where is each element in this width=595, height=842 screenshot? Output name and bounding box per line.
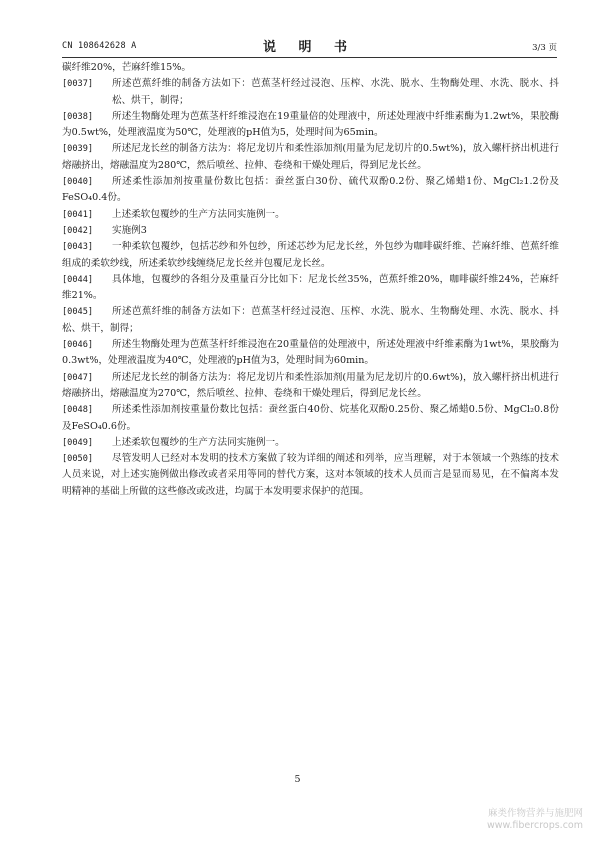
paragraph-number: [0041] <box>62 209 94 220</box>
paragraph-0038 <box>62 109 559 142</box>
paragraph-0037 <box>62 76 559 109</box>
watermark-site-name: 麻类作物营养与施肥网 <box>487 808 583 819</box>
paragraph-text: 上述柔软包覆纱的生产方法同实施例一。 <box>112 208 285 220</box>
header-rule <box>62 57 557 58</box>
paragraph-0041 <box>62 207 559 223</box>
paragraph-0040 <box>62 174 559 207</box>
document-body <box>62 60 559 500</box>
paragraph-text: 所述生物酶处理为芭蕉茎杆纤维浸泡在19重量倍的处理液中，所述处理液中纤维素酶为1.2wt%，果胶酶为0.5wt%，处理液温度为50℃，处理液的pH值为5，处理时间为65min。 <box>62 110 559 139</box>
paragraph-text: 实施例3 <box>112 224 147 236</box>
document-title: 说 明 书 <box>262 40 357 55</box>
page-header <box>62 36 557 56</box>
paragraph-0045 <box>62 304 559 337</box>
paragraph-number: [0047] <box>62 372 94 383</box>
paragraph-0042 <box>62 223 559 239</box>
paragraph-text: 一种柔软包覆纱，包括芯纱和外包纱，所述芯纱为尼龙长丝，外包纱为咖啡碳纤维、芒麻纤维、芭蕉纤维组成的柔软纱线，所述柔软纱线缠绕尼龙长丝并包覆尼龙长丝。 <box>62 241 559 269</box>
paragraph-number: [0048] <box>62 405 94 416</box>
paragraph-text: 具体地，包覆纱的各组分及重量百分比如下：尼龙长丝35%，芭蕉纤维20%，咖啡碳纤维24%，芒麻纤维21%。 <box>62 273 559 302</box>
paragraph-text: 上述柔软包覆纱的生产方法同实施例一。 <box>112 436 285 448</box>
watermark-url: www.fibercrops.com <box>486 820 583 831</box>
paragraph-number: [0044] <box>62 274 94 285</box>
site-watermark <box>487 808 583 832</box>
paragraph-text: 所述柔性添加剂按重量份数比包括：蚕丝蛋白30份、硫代双酚0.2份、聚乙烯蜡1份、MgCl₂1.2份及FeSO₄0.4份。 <box>62 176 559 204</box>
paragraph-number: [0049] <box>62 437 94 448</box>
paragraph-0049 <box>62 435 559 451</box>
paragraph-number: [0040] <box>62 177 94 188</box>
paragraph-0039 <box>62 141 559 174</box>
paragraph-number: [0039] <box>62 144 94 155</box>
paragraph-text: 所述芭蕉纤维的制备方法如下：芭蕉茎杆经过浸泡、压榨、水洗、脱水、生物酶处理、水洗、脱水、抖松、烘干，制得； <box>62 306 559 334</box>
paragraph-number: [0038] <box>62 111 94 122</box>
paragraph-0048 <box>62 402 559 435</box>
paragraph-text: 所述芭蕉纤维的制备方法如下：芭蕉茎杆经过浸泡、压榨、水洗、脱水、生物酶处理、水洗、脱水、抖松、烘干，制得； <box>112 78 559 106</box>
paragraph-0046 <box>62 337 559 370</box>
publication-number: CN 108642628 A <box>62 41 137 51</box>
paragraph-text: 所述尼龙长丝的制备方法为：将尼龙切片和柔性添加剂(用量为尼龙切片的0.6wt%)，放入螺杆挤出机进行熔融挤出，熔融温度为270℃，然后喷丝、拉伸、卷绕和干燥处理后，得到尼龙长丝。 <box>62 371 559 399</box>
paragraph-text: 所述柔性添加剂按重量份数比包括：蚕丝蛋白40份、烷基化双酚0.25份、聚乙烯蜡0.5份、MgCl₂0.8份及FeSO₄0.6份。 <box>62 404 559 432</box>
paragraph-text: 尽管发明人已经对本发明的技术方案做了较为详细的阐述和列举，应当理解，对于本领域一个熟练的技术人员来说，对上述实施例做出修改或者采用等同的替代方案，这对本领域的技术人员而言是显而易见，在不偏离本发明精神的基础上所做的这些修改或改进，均属于本发明要求保护的范围。 <box>62 453 559 497</box>
page-count: 3/3 页 <box>532 43 557 53</box>
paragraph-number: [0043] <box>62 242 94 253</box>
paragraph-0047 <box>62 370 559 403</box>
paragraph-0050 <box>62 451 559 500</box>
paragraph-number: [0046] <box>62 340 94 351</box>
continued-text: 碳纤维20%，芒麻纤维15%。 <box>62 62 191 73</box>
paragraph-text: 所述尼龙长丝的制备方法为：将尼龙切片和柔性添加剂(用量为尼龙切片的0.5wt%)，放入螺杆挤出机进行熔融挤出，熔融温度为280℃，然后喷丝、拉伸、卷绕和干燥处理后，得到尼龙长丝。 <box>62 143 559 171</box>
paragraph-number: [0050] <box>62 454 94 465</box>
paragraph-text: 所述生物酶处理为芭蕉茎杆纤维浸泡在20重量倍的处理液中，所述处理液中纤维素酶为1wt%，果胶酶为0.3wt%，处理液温度为40℃，处理液的pH值为3，处理时间为60min。 <box>62 339 559 367</box>
paragraph-number: [0042] <box>62 225 94 236</box>
page-number: 5 <box>294 774 301 785</box>
paragraph-number: [0037] <box>62 79 94 90</box>
paragraph-0044 <box>62 272 559 305</box>
paragraph-number: [0045] <box>62 307 94 318</box>
paragraph-0043 <box>62 239 559 272</box>
